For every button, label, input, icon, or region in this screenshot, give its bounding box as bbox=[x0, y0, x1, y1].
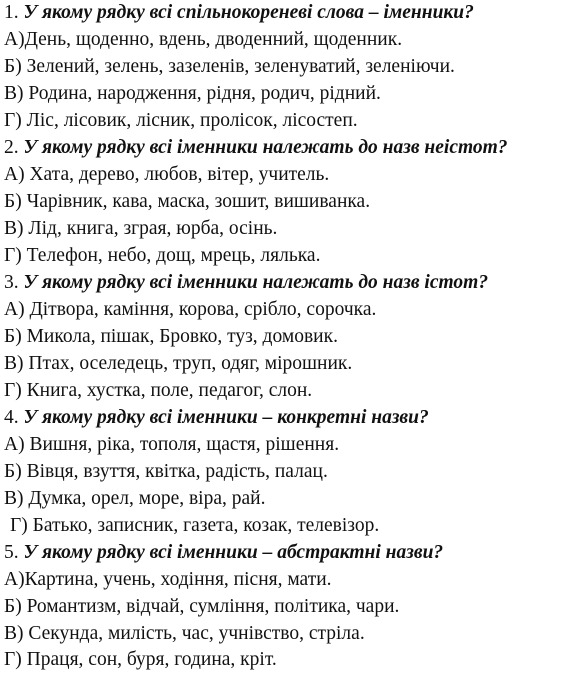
question-number: 5. bbox=[4, 542, 24, 563]
question-number: 2. bbox=[4, 137, 24, 158]
question-2-heading bbox=[4, 135, 508, 161]
question-1-option-d: Г) Ліс, лісовик, лісник, пролісок, лісостеп. bbox=[4, 110, 358, 131]
question-3-option-c: В) Птах, оселедець, труп, одяг, мірошник. bbox=[4, 353, 353, 374]
question-text: У якому рядку всі іменники належать до назв неістот? bbox=[23, 137, 508, 158]
question-3-option-d: Г) Книга, хустка, поле, педагог, слон. bbox=[4, 380, 313, 401]
question-4-option-c: В) Думка, орел, море, віра, рай. bbox=[4, 488, 266, 509]
question-2-option-a: А) Хата, дерево, любов, вітер, учитель. bbox=[4, 164, 330, 185]
question-text: У якому рядку всі іменники належать до назв істот? bbox=[23, 272, 489, 293]
question-2-option-b: Б) Чарівник, кава, маска, зошит, вишиванка. bbox=[4, 191, 371, 212]
question-number: 4. bbox=[4, 407, 24, 428]
question-5-option-b: Б) Романтизм, відчай, сумління, політика, чари. bbox=[4, 596, 400, 617]
question-4-option-b: Б) Вівця, взуття, квітка, радість, палац. bbox=[4, 461, 328, 482]
question-2-option-d: Г) Телефон, небо, дощ, мрець, лялька. bbox=[4, 245, 321, 266]
question-5-heading bbox=[4, 540, 443, 566]
question-5-option-c: В) Секунда, милість, час, учнівство, стріла. bbox=[4, 623, 365, 644]
question-5-option-d: Г) Праця, сон, буря, година, кріт. bbox=[4, 649, 277, 670]
question-text: У якому рядку всі іменники – конкретні назви? bbox=[23, 407, 429, 428]
question-4-option-a: А) Вишня, ріка, тополя, щастя, рішення. bbox=[4, 434, 340, 455]
question-3-option-a: А) Дітвора, каміння, корова, срібло, сорочка. bbox=[4, 299, 377, 320]
question-1-option-b: Б) Зелений, зелень, зазеленів, зеленуватий, зеленіючи. bbox=[4, 56, 455, 77]
question-3-heading bbox=[4, 270, 488, 296]
question-text: У якому рядку всі спільнокореневі слова – іменники? bbox=[23, 2, 474, 23]
question-1-heading bbox=[4, 0, 474, 26]
question-3-option-b: Б) Микола, пішак, Бровко, туз, домовик. bbox=[4, 326, 338, 347]
question-number: 3. bbox=[4, 272, 24, 293]
question-1-option-c: В) Родина, народження, рідня, родич, рідний. bbox=[4, 83, 381, 104]
question-1-option-a: А)День, щоденно, вдень, дводенний, щоденник. bbox=[4, 29, 403, 50]
question-text: У якому рядку всі іменники – абстрактні назви? bbox=[23, 542, 444, 563]
question-4-option-d: Г) Батько, записник, газета, козак, телевізор. bbox=[10, 515, 380, 536]
question-4-heading bbox=[4, 405, 429, 431]
question-number: 1. bbox=[4, 2, 24, 23]
question-5-option-a: А)Картина, учень, ходіння, пісня, мати. bbox=[4, 569, 332, 590]
question-2-option-c: В) Лід, книга, зграя, юрба, осінь. bbox=[4, 218, 278, 239]
